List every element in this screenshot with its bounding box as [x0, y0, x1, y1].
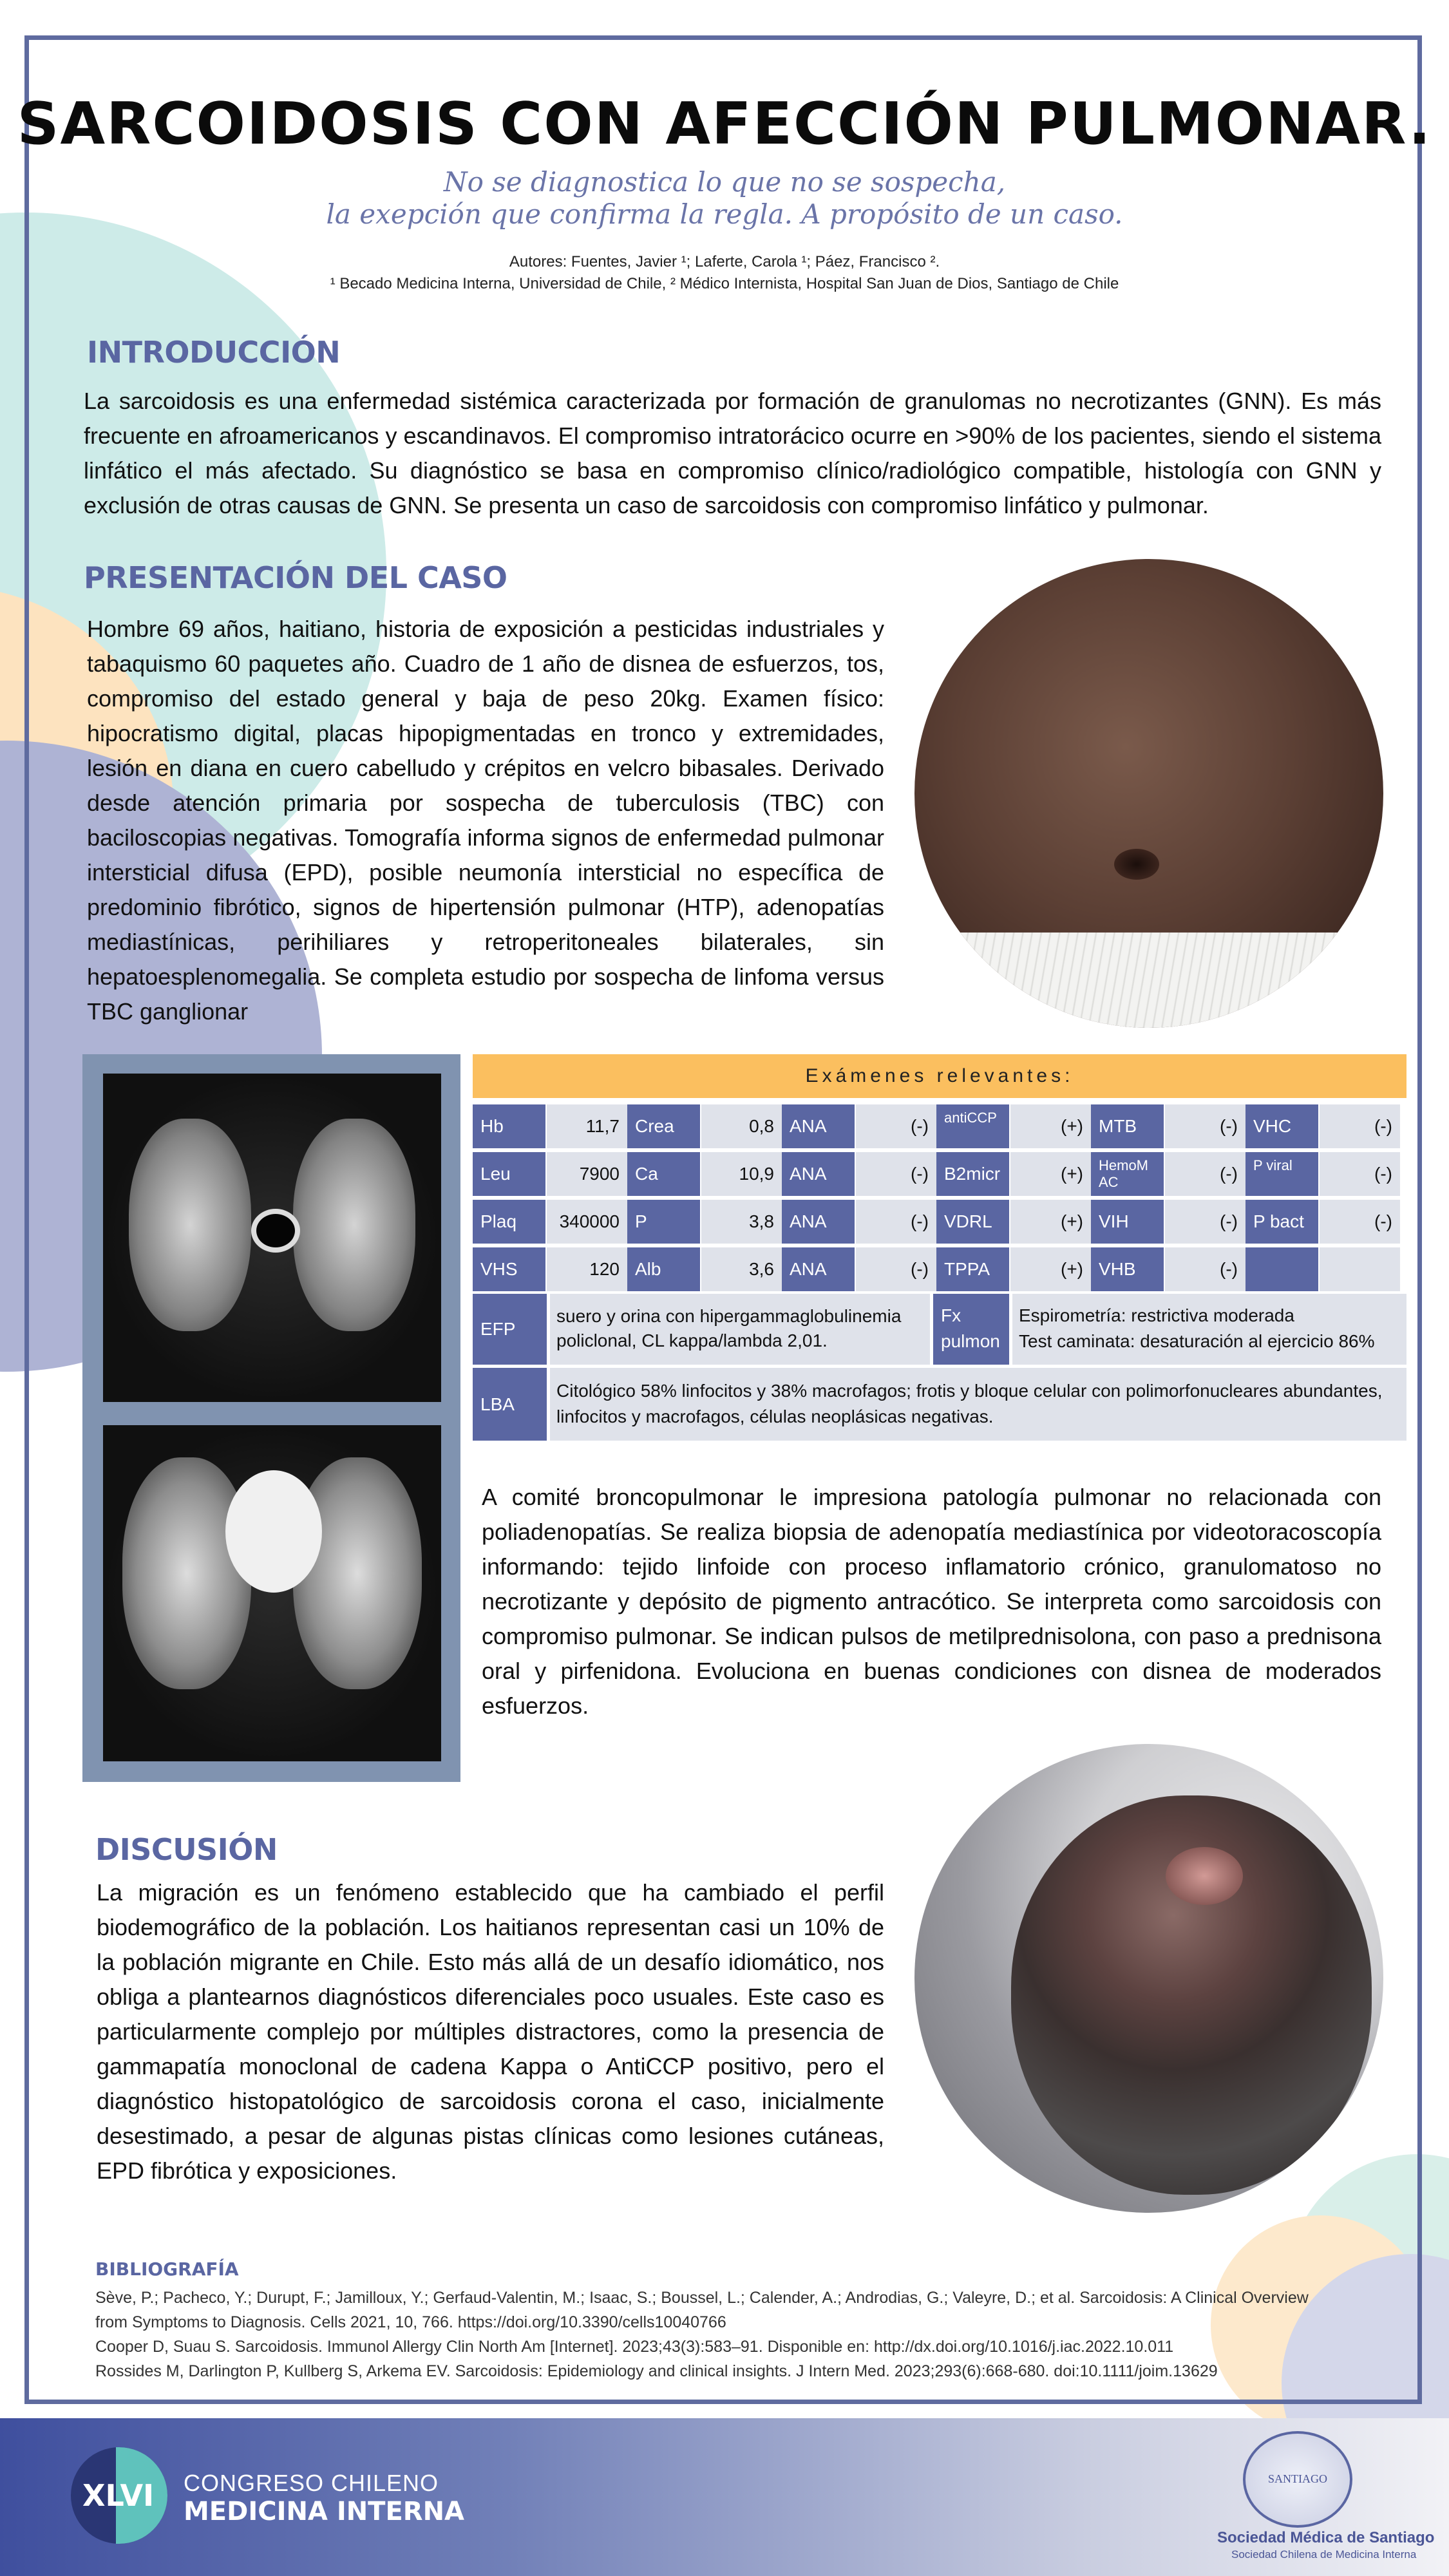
lba-label: LBA — [473, 1368, 547, 1441]
efp-value: suero y orina con hipergammaglobulinemia policlonal, CL kappa/lambda 2,01. — [550, 1294, 930, 1365]
lab-value: (+) — [1010, 1200, 1091, 1244]
lba-value: Citológico 58% linfocitos y 38% macrofagos; frotis y bloque celular con polimorfonucleares abundantes, linfocitos y macrofagos, células neoplásicas negativas. — [550, 1368, 1406, 1441]
lab-label: VIH — [1091, 1200, 1164, 1244]
case-heading: PRESENTACIÓN DEL CASO — [84, 560, 507, 595]
lab-value: 120 — [547, 1247, 627, 1291]
lab-value: 3,6 — [701, 1247, 782, 1291]
lab-label: B2micr — [936, 1152, 1009, 1196]
lab-label: TPPA — [936, 1247, 1009, 1291]
lab-label: Ca — [627, 1152, 700, 1196]
society-seal — [1243, 2431, 1352, 2528]
skin-lesion-photo — [914, 559, 1383, 1028]
efp-row — [473, 1294, 1406, 1365]
lab-value: 3,8 — [701, 1200, 782, 1244]
lab-value: 7900 — [547, 1152, 627, 1196]
scalp-lesion — [1166, 1847, 1243, 1905]
lab-label: Plaq — [473, 1200, 545, 1244]
lab-value: 11,7 — [547, 1104, 627, 1148]
discussion-text: La migración es un fenómeno establecido que ha cambiado el perfil biodemográfico de la población. Los haitianos representan casi un 10% de la población migrante en Chile. Esto más allá de un desafío idiomático, nos obliga a plantearnos diagnósticos diferenciales poco usuales. Este caso es particularmente complejo por múltiples distractores, como la presencia de gammapatía monoclonal de cadena Kappa o AntiCCP positivo, pero el diagnóstico histopatológico de sarcoidosis corona el caso, inicialmente desestimado, a pesar de algunas pistas clínicas como lesiones cutáneas, EPD fibrótica y exposiciones. — [97, 1879, 884, 2184]
lab-value: (-) — [856, 1104, 936, 1148]
poster-subtitle — [0, 166, 1449, 231]
lab-label: VHB — [1091, 1247, 1164, 1291]
lab-value: (-) — [1320, 1152, 1400, 1196]
lab-value: (-) — [1320, 1104, 1400, 1148]
lab-value: (-) — [1320, 1200, 1400, 1244]
labs-table-heading: Exámenes relevantes: — [473, 1054, 1406, 1098]
ct-lung-right-lower — [293, 1457, 422, 1689]
ct-scan-lower — [103, 1425, 441, 1761]
skin-lesion-spot — [1114, 849, 1159, 880]
lab-label: P — [627, 1200, 700, 1244]
labs-table — [473, 1054, 1406, 1441]
ct-scan-upper — [103, 1074, 441, 1402]
fx-values — [1012, 1294, 1406, 1365]
society-seal-text: SANTIAGO — [1268, 2472, 1327, 2485]
poster-title: SARCOIDOSIS CON AFECCIÓN PULMONAR. — [17, 90, 1432, 158]
lab-label: Hb — [473, 1104, 545, 1148]
lab-label: HemoM AC — [1091, 1152, 1164, 1196]
labs-table-body — [473, 1098, 1406, 1441]
lab-label: ANA — [782, 1152, 855, 1196]
lab-value: (+) — [1010, 1152, 1091, 1196]
lab-label: MTB — [1091, 1104, 1164, 1148]
discussion-heading: DISCUSIÓN — [95, 1832, 278, 1867]
fx-spirometry: Espirometría: restrictiva moderada — [1019, 1305, 1294, 1325]
lab-value: 340000 — [547, 1200, 627, 1244]
bibliography — [95, 2257, 1319, 2383]
lab-value: 0,8 — [701, 1104, 782, 1148]
congress-logo-text: XLVI — [82, 2478, 155, 2513]
bibliography-heading: BIBLIOGRAFÍA — [95, 2259, 239, 2280]
lab-value: (-) — [1165, 1152, 1245, 1196]
lab-label: antiCCP — [936, 1104, 1009, 1148]
subtitle-line-1: No se diagnostica lo que no se sospecha, — [443, 166, 1006, 198]
affiliations-line: ¹ Becado Medicina Interna, Universidad de Chile, ² Médico Internista, Hospital San Juan de Dios, Santiago de Chile — [330, 275, 1119, 292]
authors-block — [0, 251, 1449, 295]
congress-line-1: CONGRESO CHILENO — [184, 2470, 439, 2496]
authors-line: Autores: Fuentes, Javier ¹; Laferte, Carola ¹; Páez, Francisco ². — [509, 253, 940, 270]
lab-value: (-) — [856, 1152, 936, 1196]
lab-value: (-) — [856, 1200, 936, 1244]
intro-text: La sarcoidosis es una enfermedad sistémica caracterizada por formación de granulomas no necrotizantes (GNN). Es más frecuente en afroamericanos y escandinavos. El compromiso intratorácico ocurre en >90% de los pacientes, siendo el sistema linfático el más afectado. Su diagnóstico se basa en compromiso clínico/radiológico compatible, histología con GNN y exclusión de otras causas de GNN. Se presenta un caso de sarcoidosis con compromiso linfático y pulmonar. — [84, 388, 1381, 518]
lab-value: (-) — [1165, 1200, 1245, 1244]
case-text: Hombre 69 años, haitiano, historia de exposición a pesticidas industriales y tabaquismo 60 paquetes año. Cuadro de 1 año de disnea de esfuerzos, tos, compromiso del estado general y baja de peso 20kg. Examen físico: hipocratismo digital, placas hipopigmentadas en tronco y extremidades, lesión en diana en cuero cabelludo y crépitos en velcro bibasales. Derivado desde atención primaria por sospecha de tuberculosis (TBC) con baciloscopias negativas. Tomografía informa signos de enfermedad pulmonar intersticial difusa (EPD), posible neumonía intersticial no específica de predominio fibrótico, signos de hipertensión pulmonar (HTP), adenopatías mediastínicas, perihiliares y retroperitoneales bilaterales, sin hepatoesplenomegalia. Se completa estudio por sospecha de linfoma versus TBC ganglionar — [87, 616, 884, 1025]
lab-label: Leu — [473, 1152, 545, 1196]
ct-lung-left-upper — [129, 1119, 251, 1331]
ct-images-panel — [82, 1054, 460, 1782]
lab-label: ANA — [782, 1200, 855, 1244]
ct-heart — [225, 1470, 322, 1593]
lab-label: Alb — [627, 1247, 700, 1291]
lab-value: (+) — [1010, 1104, 1091, 1148]
reference-3: Rossides M, Darlington P, Kullberg S, Arkema EV. Sarcoidosis: Epidemiology and clinical insights. J Intern Med. 2023;293(6):668-680. doi:10.1111/joim.13629 — [95, 2362, 1218, 2380]
footer-banner — [0, 2418, 1449, 2576]
lab-label: ANA — [782, 1104, 855, 1148]
ct-trachea — [251, 1209, 300, 1253]
society-name: Sociedad Médica de Santiago — [1217, 2529, 1435, 2546]
lab-label: ANA — [782, 1247, 855, 1291]
lab-label: P viral — [1245, 1152, 1318, 1196]
fx-walk-test: Test caminata: desaturación al ejercicio 86% — [1019, 1331, 1375, 1351]
society-subtitle: Sociedad Chilena de Medicina Interna — [1231, 2548, 1417, 2561]
lab-label: VDRL — [936, 1200, 1009, 1244]
lab-label: Crea — [627, 1104, 700, 1148]
congress-line-2: MEDICINA INTERNA — [184, 2497, 465, 2526]
fx-label: Fx pulmon — [933, 1294, 1009, 1365]
lab-label: P bact — [1245, 1200, 1318, 1244]
lab-value — [1320, 1247, 1400, 1291]
lab-label: VHC — [1245, 1104, 1318, 1148]
lab-value: 10,9 — [701, 1152, 782, 1196]
reference-1: Sève, P.; Pacheco, Y.; Durupt, F.; Jamilloux, Y.; Gerfaud-Valentin, M.; Isaac, S.; Boussel, L.; Calender, A.; Androdias, G.; Valeyre, D.; et al. Sarcoidosis: A Clinical Overview from Symptoms to Diagnosis. Cells 2021, 10, 766. https://doi.org/10.3390/cells10040766 — [95, 2289, 1309, 2331]
ct-lung-right-upper — [293, 1119, 415, 1331]
reference-2: Cooper D, Suau S. Sarcoidosis. Immunol Allergy Clin North Am [Internet]. 2023;43(3):583–91. Disponible en: http://dx.doi.org/10.1016/j.iac.2022.10.011 — [95, 2338, 1174, 2356]
lab-value: (-) — [1165, 1247, 1245, 1291]
lab-value: (-) — [1165, 1104, 1245, 1148]
efp-label: EFP — [473, 1294, 547, 1365]
lab-value: (+) — [1010, 1247, 1091, 1291]
case-followup-text: A comité broncopulmonar le impresiona patología pulmonar no relacionada con poliadenopatías. Se realiza biopsia de adenopatía mediastínica por videotoracoscopía informando: tejido linfoide con proceso inflamatorio crónico, granulomatoso no necrotizante y depósito de pigmento antracótico. Se interpreta como sarcoidosis con compromiso pulmonar. Se indican pulsos de metilprednisolona, con paso a prednisona oral y pirfenidona. Evoluciona en buenas condiciones con disnea de moderados esfuerzos. — [482, 1484, 1381, 1719]
waistband — [914, 933, 1383, 1028]
intro-heading: INTRODUCCIÓN — [87, 335, 341, 370]
subtitle-line-2: la exepción que confirma la regla. A propósito de un caso. — [326, 198, 1123, 230]
lab-label: VHS — [473, 1247, 545, 1291]
scalp-photo — [914, 1744, 1383, 2213]
congress-logo — [71, 2447, 167, 2544]
lab-value: (-) — [856, 1247, 936, 1291]
ct-lung-left-lower — [122, 1457, 251, 1689]
lab-label — [1245, 1247, 1318, 1291]
lba-row — [473, 1368, 1406, 1441]
